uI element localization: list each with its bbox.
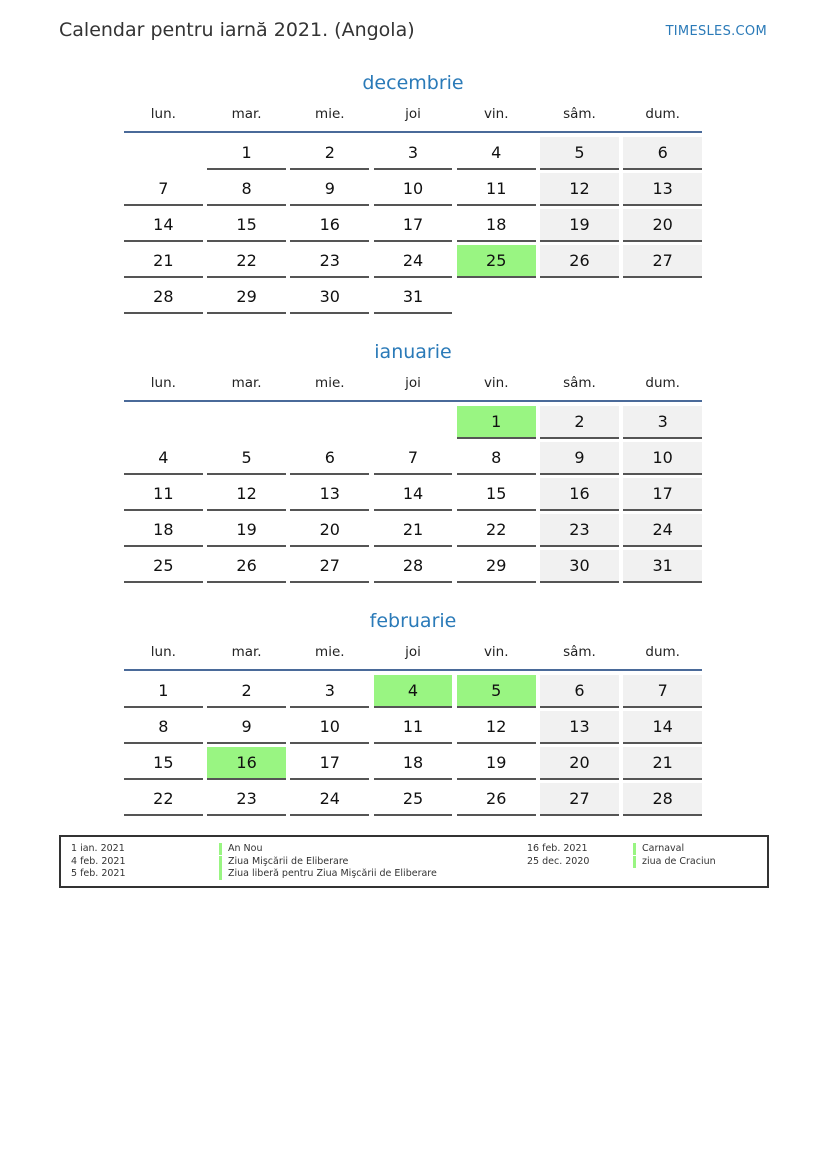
weekday-label: vin.: [483, 375, 509, 391]
weekday-label: mie.: [315, 106, 345, 122]
legend-date: 5 feb. 2021: [71, 868, 126, 879]
holiday-day-cell: 16: [207, 747, 286, 780]
day-cell: 12: [207, 478, 286, 511]
day-cell: 18: [124, 514, 203, 547]
day-cell: 5: [207, 442, 286, 475]
day-grid: [124, 406, 702, 586]
day-cell: 6: [623, 137, 702, 170]
day-cell: 22: [207, 245, 286, 278]
day-cell: 24: [290, 783, 369, 816]
day-cell: 21: [374, 514, 453, 547]
weekday-label: vin.: [483, 644, 509, 660]
holiday-day-cell: 5: [457, 675, 536, 708]
day-cell: 15: [124, 747, 203, 780]
empty-cell: [207, 406, 286, 439]
day-cell: 23: [290, 245, 369, 278]
weekday-label: vin.: [483, 106, 509, 122]
holiday-day-cell: 25: [457, 245, 536, 278]
day-cell: 14: [124, 209, 203, 242]
week-row: [124, 137, 702, 173]
weekday-header: [124, 639, 702, 671]
day-cell: 11: [457, 173, 536, 206]
day-cell: 14: [623, 711, 702, 744]
weekday-label: lun.: [150, 106, 176, 122]
day-cell: 20: [623, 209, 702, 242]
day-cell: 25: [374, 783, 453, 816]
holiday-day-cell: 1: [457, 406, 536, 439]
weekday-label: mar.: [231, 644, 262, 660]
legend-date: 4 feb. 2021: [71, 855, 126, 867]
day-cell: 16: [290, 209, 369, 242]
day-cell: 21: [124, 245, 203, 278]
weekday-label: joi: [405, 375, 421, 391]
weekday-label: dum.: [645, 375, 680, 391]
day-cell: 30: [540, 550, 619, 583]
weekday-label: mie.: [315, 644, 345, 660]
legend-date: 16 feb. 2021: [527, 843, 588, 854]
day-cell: 19: [457, 747, 536, 780]
day-cell: 3: [623, 406, 702, 439]
day-cell: 16: [540, 478, 619, 511]
day-cell: 31: [623, 550, 702, 583]
week-row: [124, 747, 702, 783]
day-cell: 8: [457, 442, 536, 475]
week-row: [124, 173, 702, 209]
day-cell: 10: [290, 711, 369, 744]
day-cell: 3: [290, 675, 369, 708]
week-row: [124, 478, 702, 514]
week-row: [124, 711, 702, 747]
empty-cell: [623, 281, 702, 314]
weekday-label: mie.: [315, 375, 345, 391]
day-cell: 12: [540, 173, 619, 206]
day-cell: 9: [207, 711, 286, 744]
day-cell: 11: [124, 478, 203, 511]
weekday-header: [124, 101, 702, 133]
month-title: decembrie: [362, 72, 464, 94]
day-cell: 10: [623, 442, 702, 475]
legend-holiday-name: Ziua Mişcării de Eliberare: [219, 856, 348, 868]
day-cell: 14: [374, 478, 453, 511]
weekday-label: dum.: [645, 644, 680, 660]
day-cell: 26: [457, 783, 536, 816]
day-cell: 12: [457, 711, 536, 744]
day-cell: 19: [540, 209, 619, 242]
day-cell: 24: [374, 245, 453, 278]
day-cell: 2: [207, 675, 286, 708]
brand-link[interactable]: TIMESLES.COM: [665, 24, 767, 39]
day-cell: 29: [207, 281, 286, 314]
page-title: Calendar pentru iarnă 2021. (Angola): [59, 19, 415, 41]
day-cell: 15: [207, 209, 286, 242]
day-cell: 7: [374, 442, 453, 475]
month-februarie: [124, 607, 702, 819]
week-row: [124, 245, 702, 281]
weekday-label: mar.: [231, 106, 262, 122]
day-cell: 22: [457, 514, 536, 547]
day-cell: 27: [540, 783, 619, 816]
legend-holiday-name: ziua de Craciun: [633, 856, 716, 868]
day-cell: 26: [540, 245, 619, 278]
day-cell: 24: [623, 514, 702, 547]
legend-date: 25 dec. 2020: [527, 855, 590, 867]
holiday-legend: [59, 835, 769, 888]
day-cell: 1: [124, 675, 203, 708]
legend-holiday-name: Ziua liberă pentru Ziua Mişcării de Eliberare: [219, 868, 437, 880]
day-cell: 18: [457, 209, 536, 242]
weekday-label: dum.: [645, 106, 680, 122]
day-cell: 20: [540, 747, 619, 780]
day-cell: 4: [457, 137, 536, 170]
empty-cell: [374, 406, 453, 439]
empty-cell: [124, 406, 203, 439]
day-cell: 29: [457, 550, 536, 583]
day-cell: 13: [623, 173, 702, 206]
day-cell: 30: [290, 281, 369, 314]
legend-holiday-name: An Nou: [219, 843, 262, 855]
day-cell: 4: [124, 442, 203, 475]
day-cell: 13: [290, 478, 369, 511]
month-decembrie: [124, 69, 702, 317]
weekday-label: joi: [405, 106, 421, 122]
day-cell: 5: [540, 137, 619, 170]
day-cell: 25: [124, 550, 203, 583]
week-row: [124, 209, 702, 245]
week-row: [124, 442, 702, 478]
weekday-label: joi: [405, 644, 421, 660]
week-row: [124, 550, 702, 586]
day-cell: 18: [374, 747, 453, 780]
weekday-label: mar.: [231, 375, 262, 391]
day-cell: 23: [540, 514, 619, 547]
day-grid: [124, 675, 702, 819]
weekday-label: lun.: [150, 644, 176, 660]
week-row: [124, 783, 702, 819]
day-cell: 9: [290, 173, 369, 206]
weekday-header: [124, 370, 702, 402]
weekday-label: sâm.: [563, 106, 596, 122]
legend-holiday-name: Carnaval: [633, 843, 684, 855]
day-cell: 6: [540, 675, 619, 708]
day-cell: 2: [540, 406, 619, 439]
day-cell: 1: [207, 137, 286, 170]
month-title: ianuarie: [374, 341, 452, 363]
day-cell: 27: [290, 550, 369, 583]
day-cell: 27: [623, 245, 702, 278]
week-row: [124, 514, 702, 550]
day-cell: 28: [124, 281, 203, 314]
day-cell: 7: [623, 675, 702, 708]
day-cell: 17: [290, 747, 369, 780]
day-grid: [124, 137, 702, 317]
day-cell: 19: [207, 514, 286, 547]
day-cell: 9: [540, 442, 619, 475]
holiday-day-cell: 4: [374, 675, 453, 708]
day-cell: 26: [207, 550, 286, 583]
weekday-label: sâm.: [563, 644, 596, 660]
day-cell: 6: [290, 442, 369, 475]
empty-cell: [540, 281, 619, 314]
day-cell: 17: [623, 478, 702, 511]
month-title: februarie: [369, 610, 457, 632]
day-cell: 23: [207, 783, 286, 816]
week-row: [124, 406, 702, 442]
day-cell: 28: [623, 783, 702, 816]
weekday-label: sâm.: [563, 375, 596, 391]
day-cell: 21: [623, 747, 702, 780]
day-cell: 20: [290, 514, 369, 547]
day-cell: 22: [124, 783, 203, 816]
day-cell: 13: [540, 711, 619, 744]
day-cell: 8: [207, 173, 286, 206]
week-row: [124, 675, 702, 711]
day-cell: 11: [374, 711, 453, 744]
day-cell: 8: [124, 711, 203, 744]
day-cell: 2: [290, 137, 369, 170]
week-row: [124, 281, 702, 317]
day-cell: 31: [374, 281, 453, 314]
day-cell: 17: [374, 209, 453, 242]
day-cell: 15: [457, 478, 536, 511]
weekday-label: lun.: [150, 375, 176, 391]
day-cell: 7: [124, 173, 203, 206]
month-ianuarie: [124, 338, 702, 586]
day-cell: 28: [374, 550, 453, 583]
day-cell: 10: [374, 173, 453, 206]
legend-date: 1 ian. 2021: [71, 843, 125, 854]
empty-cell: [457, 281, 536, 314]
day-cell: 3: [374, 137, 453, 170]
empty-cell: [124, 137, 203, 170]
empty-cell: [290, 406, 369, 439]
